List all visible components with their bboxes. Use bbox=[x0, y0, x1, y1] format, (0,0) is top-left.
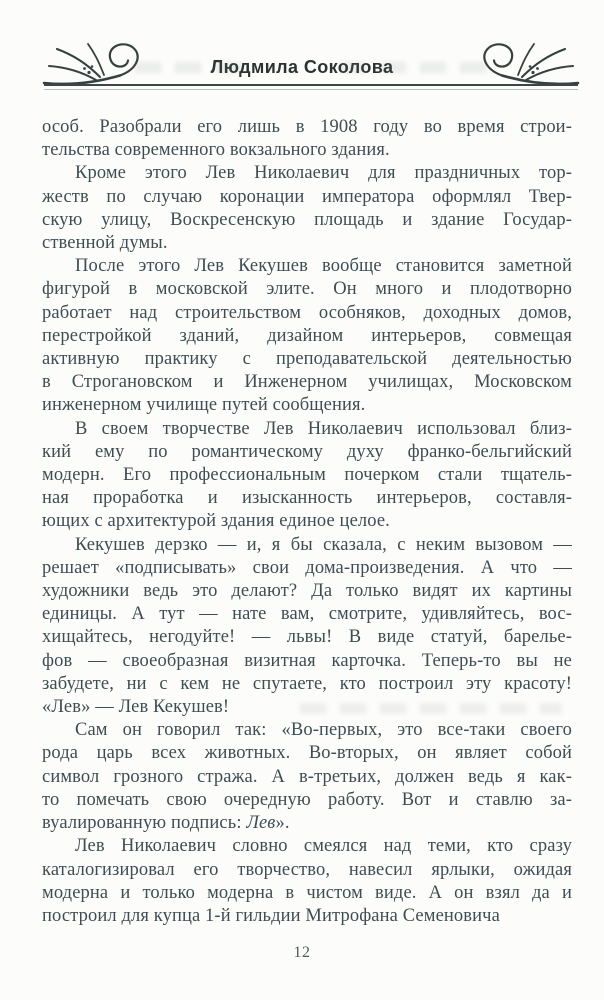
text-line: тельства современного вокзального здания. bbox=[42, 140, 390, 161]
flourish-right-icon bbox=[478, 40, 580, 86]
text-line bbox=[42, 812, 572, 835]
bleed-through-artifact bbox=[340, 62, 490, 73]
text-line: фигурой в московской элите. Он много и плодотворно bbox=[42, 279, 572, 300]
text-line: Сам он говорил так: «Во-первых, это все-таки своего bbox=[75, 720, 572, 741]
page-number: 12 bbox=[293, 944, 311, 961]
text-line: Лев Николаевич словно смеялся над теми, кто сразу bbox=[75, 836, 572, 857]
text-line: ственной думы. bbox=[42, 233, 168, 254]
plain-text: ». bbox=[275, 813, 290, 834]
text-line: скую улицу, Воскресенскую площадь и здание Государ- bbox=[42, 209, 572, 230]
text-line: забудете, ни с кем не спутаете, кто построил эту красоту! bbox=[42, 673, 572, 694]
text-line: «Лев» — Лев Кекушев! bbox=[42, 697, 230, 718]
text-line: в Строгановском и Инженерном училищах, Московском bbox=[42, 372, 572, 393]
paragraph bbox=[42, 162, 572, 255]
text-line: построил для купца 1-й гильдии Митрофана Семеновича bbox=[42, 905, 500, 926]
text-line: кий ему по романтическому духу франко-бельгийский bbox=[42, 441, 572, 462]
text-line: активную практику с преподавательской деятельностью bbox=[42, 349, 572, 370]
text-line: рода царь всех животных. Во-вторых, он являет собой bbox=[42, 743, 572, 764]
body-text bbox=[42, 116, 572, 928]
text-line: модерн. Его профессиональным почерком стали тщатель- bbox=[42, 465, 572, 486]
page-header bbox=[0, 0, 604, 96]
text-line: инженерном училище путей сообщения. bbox=[42, 395, 366, 416]
text-line: ющих с архитектурой здания единое целое. bbox=[42, 511, 390, 532]
text-line: В своем творчестве Лев Николаевич использовал близ- bbox=[75, 418, 572, 439]
paragraph bbox=[42, 255, 572, 417]
paragraph bbox=[42, 534, 572, 720]
text-line: перестройкой зданий, дизайном интерьеров, совмещая bbox=[42, 325, 572, 346]
text-line: Кроме этого Лев Николаевич для праздничных тор- bbox=[75, 163, 572, 184]
text-line: каталогизировал его творчество, навесил ярлыки, ожидая bbox=[42, 859, 572, 880]
bleed-through-artifact bbox=[135, 62, 255, 73]
italic-text: Лев bbox=[246, 813, 276, 834]
plain-text: вуалированную подпись: bbox=[42, 813, 247, 834]
paragraph bbox=[42, 835, 572, 928]
text-line: символ грозного стража. А в-третьих, должен ведь я как- bbox=[42, 766, 572, 787]
paragraph bbox=[42, 116, 572, 162]
text-line: Кекушев дерзко — и, я бы сказала, с неким вызовом — bbox=[75, 534, 572, 555]
text-line: модерна и только модерна в чистом виде. А он взял да и bbox=[42, 882, 572, 903]
paragraph bbox=[42, 719, 572, 835]
text-line: решает «подписывать» свои дома-произведения. А что — bbox=[42, 557, 572, 578]
text-line: то помечать свою очередную работу. Вот и ставлю за- bbox=[42, 789, 572, 810]
bleed-through-artifact bbox=[300, 703, 562, 714]
text-line: особ. Разобрали его лишь в 1908 году во время строи- bbox=[42, 117, 572, 137]
text-line: художники ведь это делают? Да только видят их картины bbox=[42, 581, 572, 602]
header-rule bbox=[44, 84, 578, 86]
text-line: ная проработка и изысканность интерьеров, составля- bbox=[42, 488, 572, 509]
text-line: фов — своеобразная визитная карточка. Теперь-то вы не bbox=[42, 650, 572, 671]
text-line: После этого Лев Кекушев вообще становится заметной bbox=[75, 256, 572, 277]
text-line: работает над строительством особняков, доходных домов, bbox=[42, 302, 572, 323]
paragraph bbox=[42, 418, 572, 534]
text-line: единицы. А тут — нате вам, смотрите, удивляйтесь, вос- bbox=[42, 604, 572, 625]
text-line: жеств по случаю коронации императора оформлял Твер- bbox=[42, 186, 572, 207]
text-line: хищайтесь, негодуйте! — львы! В виде статуй, барелье- bbox=[42, 627, 572, 648]
header-rule-shadow bbox=[44, 89, 578, 90]
page-header-author: Людмила Соколова bbox=[210, 57, 394, 77]
